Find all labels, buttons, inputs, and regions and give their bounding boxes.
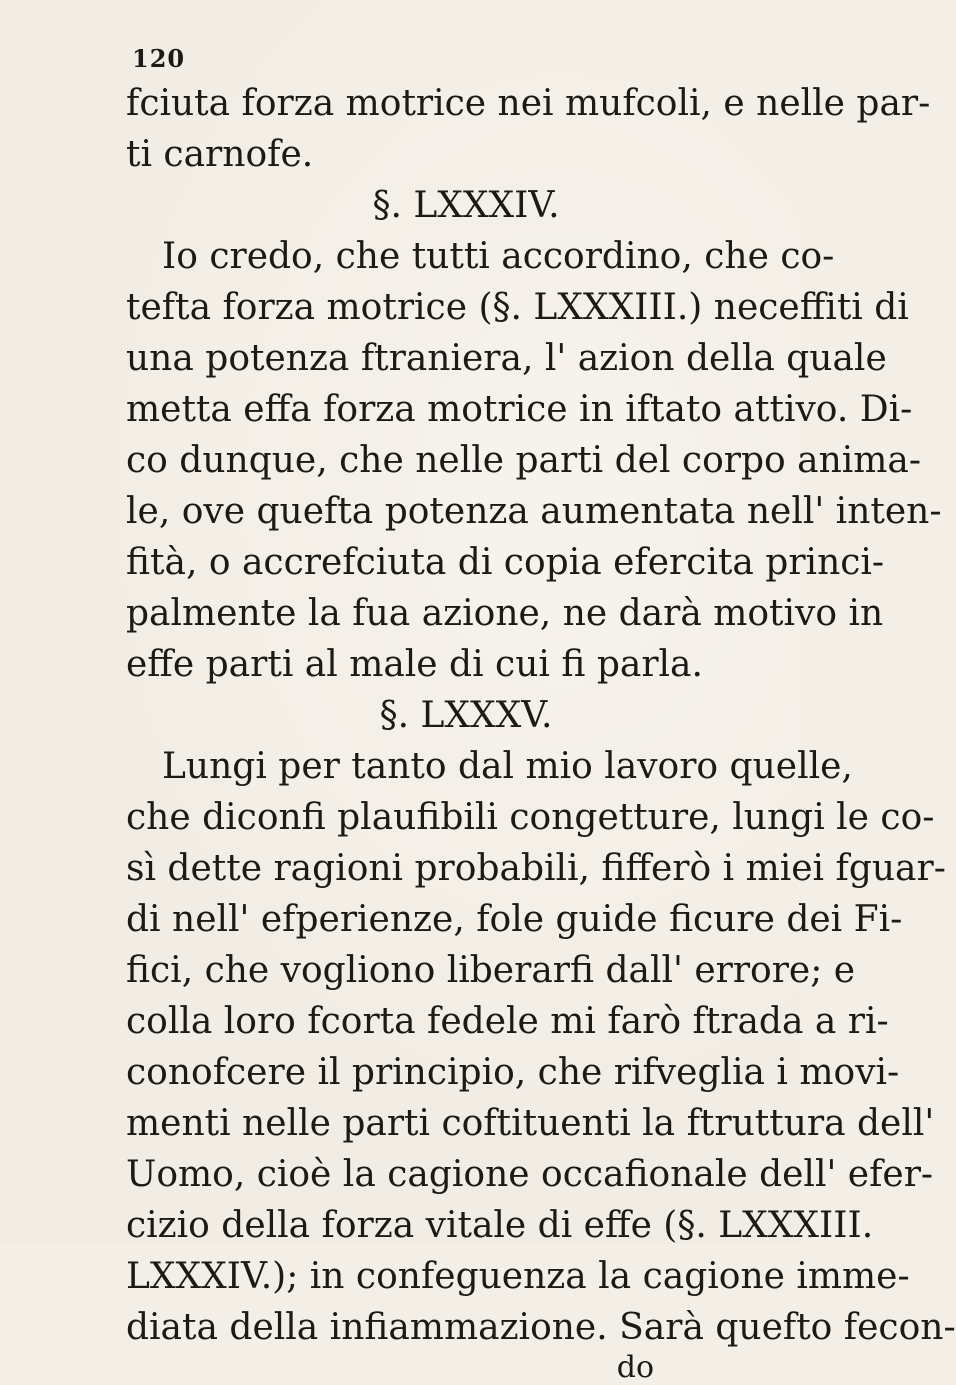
body-text xyxy=(126,78,956,1385)
text-line: le, ove quefta potenza aumentata nell' inten- xyxy=(126,491,942,532)
text-line: menti nelle parti coftituenti la ftruttura dell' xyxy=(126,1103,935,1144)
text-line: una potenza ftraniera, l' azion della quale xyxy=(126,338,887,379)
text-line: palmente la fua azione, ne darà motivo in xyxy=(126,593,884,634)
page-number: 120 xyxy=(132,44,186,73)
text-line: tefta forza motrice (§. LXXXIII.) neceffiti di xyxy=(126,287,909,328)
text-line: Uomo, cioè la cagione occafionale dell' efer- xyxy=(126,1154,934,1195)
text-line: sì dette ragioni probabili, fifferò i miei fguar- xyxy=(126,848,946,889)
text-line: metta effa forza motrice in iftato attivo. Di- xyxy=(126,389,913,430)
text-line: di nell' efperienze, fole guide ficure dei Fi- xyxy=(126,899,903,940)
text-line: fici, che vogliono liberarfi dall' errore; e xyxy=(126,950,856,991)
text-line: fità, o accrefciuta di copia efercita princi- xyxy=(126,542,885,583)
text-line: effe parti al male di cui fi parla. xyxy=(126,644,703,685)
catchword: do xyxy=(616,1350,654,1385)
section-heading: §. LXXXV. xyxy=(379,695,553,736)
section-heading: §. LXXXIV. xyxy=(372,185,560,226)
text-line: Io credo, che tutti accordino, che co- xyxy=(162,236,835,277)
text-line: conofcere il principio, che rifveglia i movi- xyxy=(126,1052,900,1093)
text-line: cizio della forza vitale di effe (§. LXXXIII. xyxy=(126,1205,874,1246)
text-line: fciuta forza motrice nei mufcoli, e nelle par- xyxy=(126,83,931,124)
text-line: colla loro fcorta fedele mi farò ftrada a ri- xyxy=(126,1001,889,1042)
text-line: diata della infiammazione. Sarà quefto fecon- xyxy=(126,1307,956,1348)
text-line: LXXXIV.); in confeguenza la cagione imme- xyxy=(126,1256,910,1297)
text-line: che diconfi plaufibili congetture, lungi le co- xyxy=(126,797,935,838)
text-line: co dunque, che nelle parti del corpo anima- xyxy=(126,440,922,481)
text-line: Lungi per tanto dal mio lavoro quelle, xyxy=(162,746,853,787)
text-line: ti carnofe. xyxy=(126,134,314,175)
